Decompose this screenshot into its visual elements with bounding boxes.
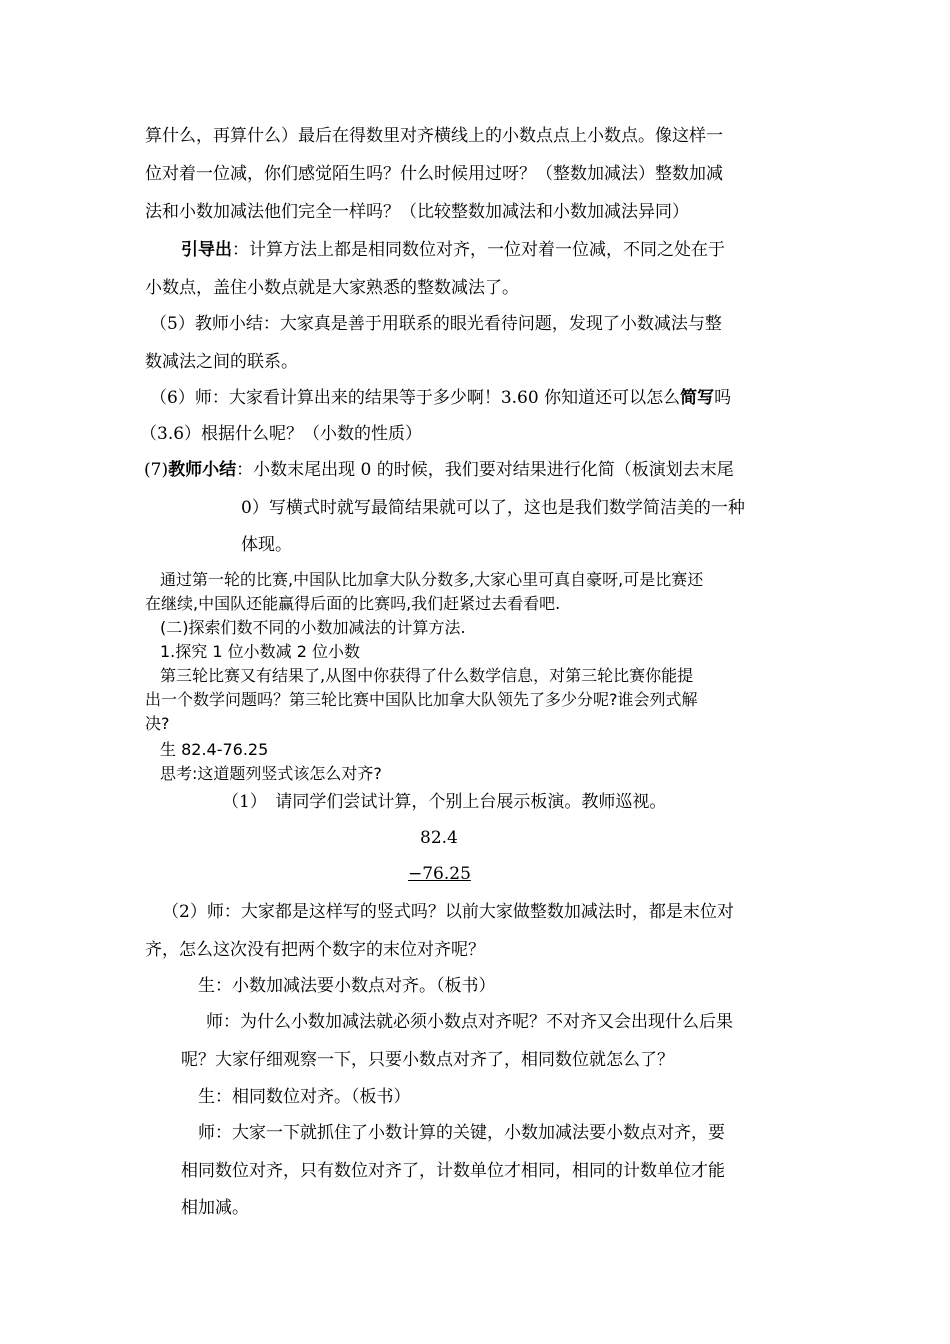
teacher-line: 相加减。 <box>181 1198 249 1218</box>
vertical-bottom-number: −76.25 <box>408 864 471 884</box>
teacher-line <box>150 388 731 408</box>
summary7-line: 体现。 <box>241 535 292 555</box>
sans-line: 出一个数学问题吗？第三轮比赛中国队比加拿大队领先了多少分呢?谁会列式解 <box>145 690 698 709</box>
guide-text: ：计算方法上都是相同数位对齐，一位对着一位减，不同之处在于 <box>232 240 725 260</box>
sans-line: 在继续,中国队还能赢得后面的比赛吗,我们赶紧过去看看吧. <box>145 594 561 613</box>
paragraph-line: 小数点，盖住小数点就是大家熟悉的整数减法了。 <box>145 278 519 298</box>
step-line: 齐，怎么这次没有把两个数字的末位对齐呢？ <box>145 940 485 960</box>
paragraph-line: 法和小数加减法他们完全一样吗？（比较整数加减法和小数加减法异同） <box>145 202 689 222</box>
summary7-num: (7) <box>144 460 169 480</box>
teacher-text-end: 吗 <box>714 388 732 408</box>
sans-line: 决? <box>145 714 170 733</box>
sans-line: 第三轮比赛又有结果了,从图中你获得了什么数学信息，对第三轮比赛你能提 <box>160 666 694 685</box>
vertical-top-number: 82.4 <box>420 828 458 848</box>
explore-heading: 1.探究 1 位小数减 2 位小数 <box>160 642 360 661</box>
summary7-line: 0）写横式时就写最简结果就可以了，这也是我们数学简洁美的一种 <box>241 498 745 518</box>
step-line: （1） 请同学们尝试计算，个别上台展示板演。教师巡视。 <box>222 792 667 812</box>
student-line: 生：小数加减法要小数点对齐。（板书） <box>198 976 496 996</box>
paragraph-line: 位对着一位减，你们感觉陌生吗？什么时候用过呀？（整数加减法）整数加减 <box>145 164 723 184</box>
teacher-bold: 简写 <box>680 388 715 408</box>
student-answer: 生 82.4-76.25 <box>160 740 269 759</box>
teacher-text: （6）师：大家看计算出来的结果等于多少啊！3.60 你知道还可以怎么 <box>150 388 681 408</box>
step-line: （2）师：大家都是这样写的竖式吗？以前大家做整数加减法时，都是末位对 <box>162 902 734 922</box>
summary-line: （5）教师小结：大家真是善于用联系的眼光看待问题，发现了小数减法与整 <box>150 314 722 334</box>
teacher-line: （3.6）根据什么呢？（小数的性质） <box>140 424 423 444</box>
sans-line: 通过第一轮的比赛,中国队比加拿大队分数多,大家心里可真自豪呀,可是比赛还 <box>160 570 704 589</box>
section-heading: (二)探索们数不同的小数加减法的计算方法. <box>160 618 466 637</box>
summary7-label: 教师小结 <box>168 460 237 480</box>
student-line: 生：相同数位对齐。（板书） <box>198 1087 411 1107</box>
summary7-line <box>144 460 734 480</box>
teacher-line: 师：为什么小数加减法就必须小数点对齐呢？不对齐又会出现什么后果 <box>206 1012 733 1032</box>
summary-line: 数减法之间的联系。 <box>145 352 298 372</box>
teacher-line: 相同数位对齐，只有数位对齐了，计数单位才相同，相同的计数单位才能 <box>181 1161 725 1181</box>
paragraph-line: 算什么，再算什么）最后在得数里对齐横线上的小数点点上小数点。像这样一 <box>145 126 723 146</box>
summary7-text: ：小数末尾出现 0 的时候，我们要对结果进行化简（板演划去末尾 <box>236 460 734 480</box>
guide-label: 引导出 <box>181 240 232 260</box>
teacher-line: 呢？大家仔细观察一下，只要小数点对齐了，相同数位就怎么了？ <box>181 1050 674 1070</box>
guide-line <box>181 240 725 260</box>
think-question: 思考:这道题列竖式该怎么对齐? <box>160 764 382 783</box>
teacher-line: 师：大家一下就抓住了小数计算的关键，小数加减法要小数点对齐，要 <box>198 1123 725 1143</box>
